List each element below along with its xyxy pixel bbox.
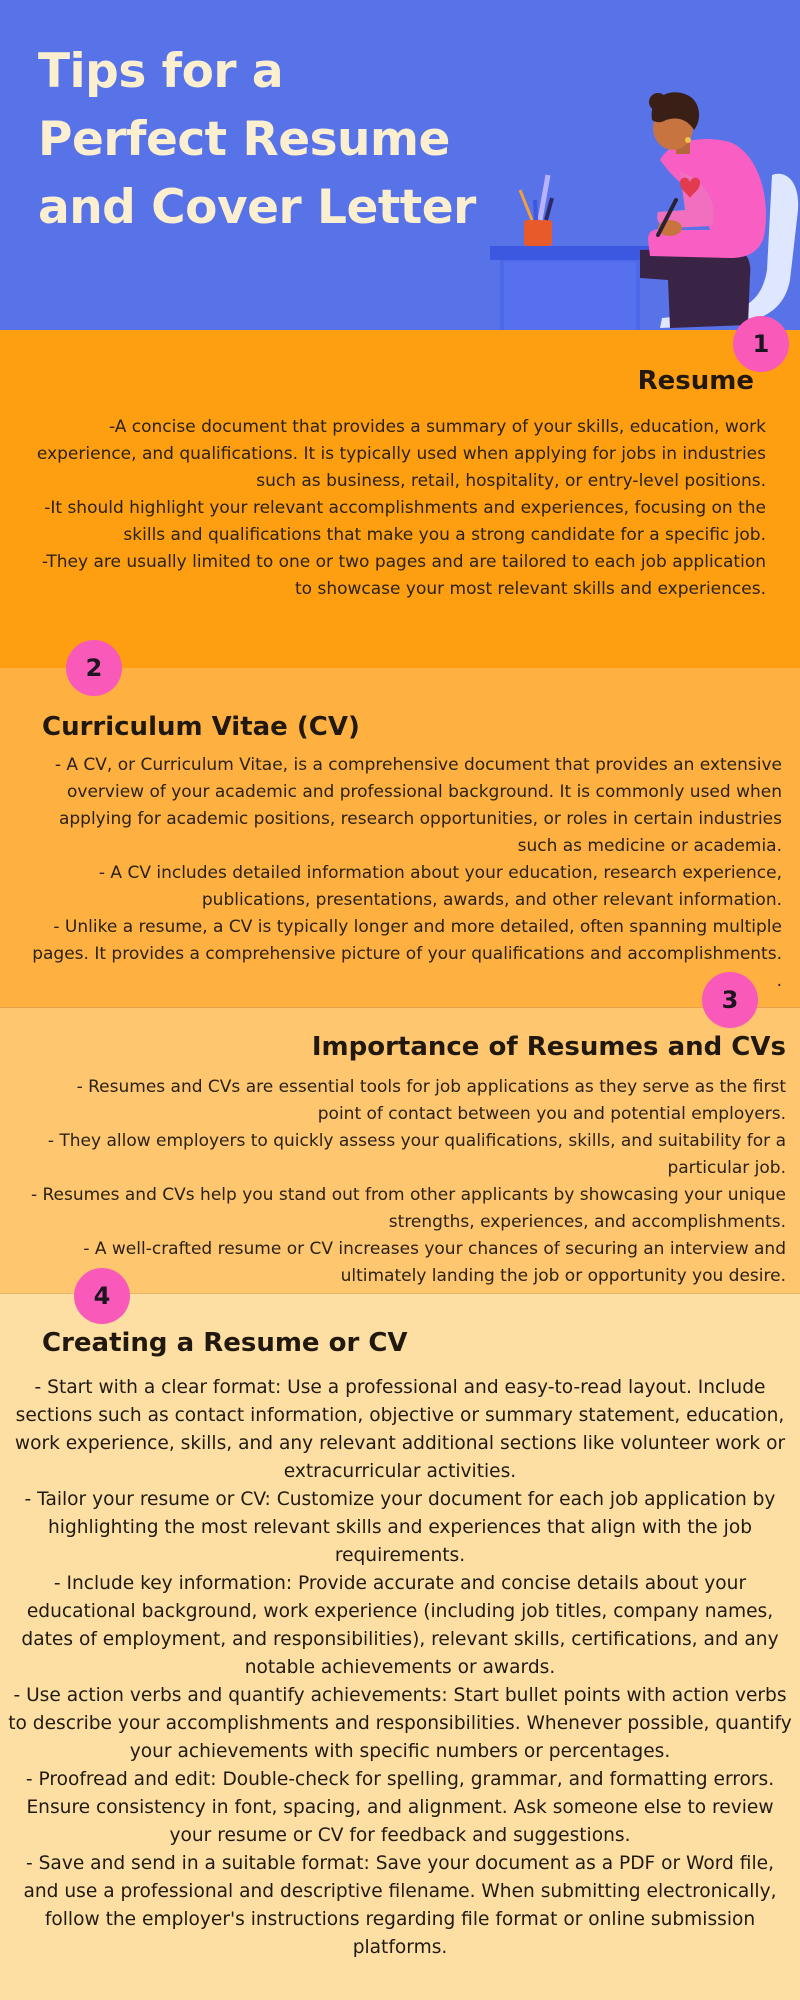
section-title: Resume xyxy=(637,366,754,396)
paragraph: -A concise document that provides a summary of your skills, education, work experience, and qualifications. It is typically used when applying for jobs in industries such as business, retail, hospitality, or entry-level positions. xyxy=(36,417,766,491)
section-title: Importance of Resumes and CVs xyxy=(311,1032,786,1062)
section-body xyxy=(24,752,782,995)
section-body xyxy=(30,1074,786,1290)
section-cv xyxy=(0,668,800,1008)
paragraph: - Resumes and CVs help you stand out from other applicants by showcasing your unique strengths, experiences, and accomplishments. xyxy=(30,1185,786,1232)
header-banner xyxy=(0,0,800,330)
section-body xyxy=(6,1374,794,1962)
paragraph: -They are usually limited to one or two pages and are tailored to each job application to showcase your most relevant skills and experiences. xyxy=(41,552,766,599)
person-at-desk-illustration xyxy=(480,80,800,330)
paragraph: - A CV, or Curriculum Vitae, is a comprehensive document that provides an extensive overview of your academic and professional background. It is commonly used when applying for academic positions, research opportunities, or roles in certain industries such as medicine or academia. xyxy=(54,755,782,856)
paragraph: - Start with a clear format: Use a professional and easy-to-read layout. Include sections such as contact information, objective or summary statement, education, work experience, skills, and any relevant additional sections like volunteer work or extracurricular activities. xyxy=(14,1377,786,1482)
paragraph: . xyxy=(776,971,782,991)
section-importance xyxy=(0,1008,800,1294)
page-title: Tips for a Perfect Resume and Cover Letter xyxy=(38,44,476,235)
paragraph: - Tailor your resume or CV: Customize your document for each job application by highlighting the most relevant skills and experiences that align with the job requirements. xyxy=(24,1489,776,1566)
section-number-badge-3: 3 xyxy=(702,972,758,1028)
paragraph: - They allow employers to quickly assess your qualifications, skills, and suitability for a particular job. xyxy=(47,1131,786,1178)
section-number-badge-2: 2 xyxy=(66,640,122,696)
section-number-badge-1: 1 xyxy=(733,316,789,372)
section-creating xyxy=(0,1294,800,2000)
section-title: Creating a Resume or CV xyxy=(42,1328,408,1358)
paragraph: - Unlike a resume, a CV is typically longer and more detailed, often spanning multiple pages. It provides a comprehensive picture of your qualifications and accomplishments. xyxy=(32,917,782,964)
section-resume xyxy=(0,330,800,668)
paragraph: - Resumes and CVs are essential tools for job applications as they serve as the first point of contact between you and potential employers. xyxy=(76,1077,786,1124)
paragraph: - A CV includes detailed information about your education, research experience, publications, presentations, awards, and other relevant information. xyxy=(98,863,782,910)
section-number-badge-4: 4 xyxy=(74,1268,130,1324)
paragraph: - Save and send in a suitable format: Save your document as a PDF or Word file, and use a professional and descriptive filename. When submitting electronically, follow the employer's instructions regarding file format or online submission platforms. xyxy=(23,1853,777,1958)
paragraph: - Include key information: Provide accurate and concise details about your educational background, work experience (including job titles, company names, dates of employment, and responsibilities), relevant skills, certifications, and any notable achievements or awards. xyxy=(21,1573,779,1678)
paragraph: - A well-crafted resume or CV increases your chances of securing an interview and ultimately landing the job or opportunity you desire. xyxy=(83,1239,786,1286)
paragraph: - Use action verbs and quantify achievements: Start bullet points with action verbs to describe your accomplishments and responsibilities. Whenever possible, quantify your achievements with specific numbers or percentages. xyxy=(8,1685,792,1762)
paragraph: -It should highlight your relevant accomplishments and experiences, focusing on the skills and qualifications that make you a strong candidate for a specific job. xyxy=(44,498,766,545)
paragraph: - Proofread and edit: Double-check for spelling, grammar, and formatting errors. Ensure consistency in font, spacing, and alignment. Ask someone else to review your resume or CV for feedback and suggestions. xyxy=(25,1769,775,1846)
section-body xyxy=(20,414,766,603)
section-title: Curriculum Vitae (CV) xyxy=(42,712,360,742)
